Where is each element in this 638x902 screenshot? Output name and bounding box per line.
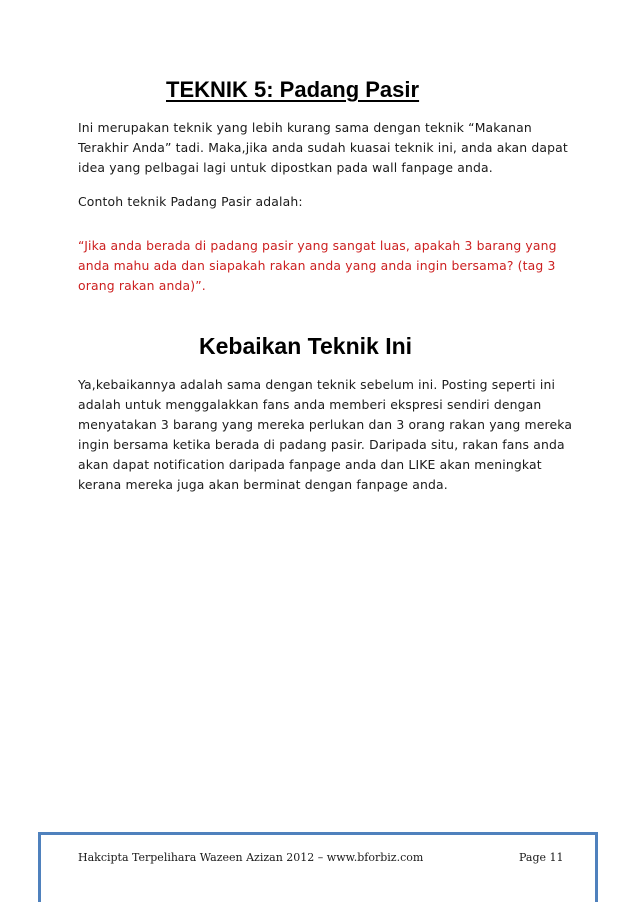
benefit-paragraph [78,375,578,495]
footer-page-number: Page 11 [519,851,564,864]
quote-line: anda mahu ada dan siapakah rakan anda yang anda ingin bersama? (tag 3 [78,258,556,273]
section-heading-teknik-5: TEKNIK 5: Padang Pasir [166,77,420,102]
benefit-line: ingin bersama ketika berada di padang pasir. Daripada situ, rakan fans anda [78,437,565,452]
section-heading-kebaikan: Kebaikan Teknik Ini [199,333,413,359]
quote-line: “Jika anda berada di padang pasir yang sangat luas, apakah 3 barang yang [78,238,557,253]
intro-paragraph [78,118,578,178]
benefit-line: kerana mereka juga akan berminat dengan fanpage anda. [78,477,448,492]
intro-line: Ini merupakan teknik yang lebih kurang sama dengan teknik “Makanan [78,120,532,135]
footer-copyright: Hakcipta Terpelihara Wazeen Azizan 2012 – www.bforbiz.com [78,851,424,864]
quote-line: orang rakan anda)”. [78,278,206,293]
footer-right-rule [595,832,598,902]
footer-left-rule [38,832,41,902]
footer-top-rule [38,832,598,835]
intro-line: idea yang pelbagai lagi untuk dipostkan pada wall fanpage anda. [78,160,493,175]
example-intro: Contoh teknik Padang Pasir adalah: [78,194,303,209]
benefit-line: akan dapat notification daripada fanpage anda dan LIKE akan meningkat [78,457,542,472]
example-quote [78,236,578,296]
benefit-line: adalah untuk menggalakkan fans anda memberi ekspresi sendiri dengan [78,397,542,412]
benefit-line: menyatakan 3 barang yang mereka perlukan dan 3 orang rakan yang mereka [78,417,573,432]
intro-line: Terakhir Anda” tadi. Maka,jika anda sudah kuasai teknik ini, anda akan dapat [78,140,568,155]
benefit-line: Ya,kebaikannya adalah sama dengan teknik sebelum ini. Posting seperti ini [78,377,556,392]
